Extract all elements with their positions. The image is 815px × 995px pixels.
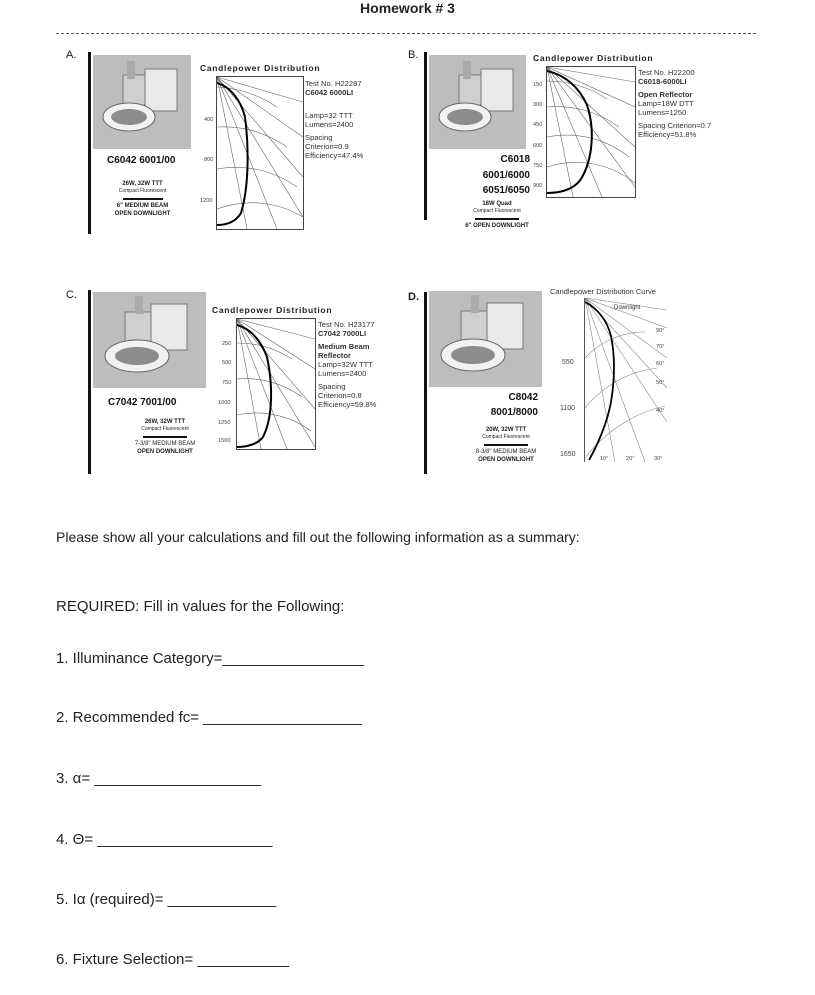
panel-d-tick: 550 — [562, 359, 574, 366]
answer-blank[interactable]: ____________________ — [94, 770, 262, 787]
panel-c-reflector-1: Medium Beam — [318, 341, 370, 351]
downlight-fixture-icon — [93, 292, 206, 388]
question-label: 1. Illuminance Category= — [56, 650, 223, 667]
panel-b-desc3: 6" OPEN DOWNLIGHT — [465, 222, 529, 229]
panel-a-tick: 400 — [204, 117, 214, 123]
panel-a-catalog: C6042 6000LI — [305, 87, 354, 97]
panel-c-tick: 1000 — [218, 400, 231, 406]
panel-d-angle: 20° — [626, 456, 635, 462]
panel-a-desc2: Compact Fluorescent — [118, 188, 167, 195]
panel-c-desc2: Compact Fluorescent — [141, 426, 189, 433]
panel-a-desc4: OPEN DOWNLIGHT — [114, 210, 171, 217]
panel-b-model-1: C6018 — [500, 154, 530, 165]
panel-a-fixture-photo — [93, 55, 191, 149]
panel-d-model-2: 8001/8000 — [490, 407, 538, 418]
panel-d-angle: 60° — [656, 361, 665, 367]
panel-b-desc1: 18W Quad — [482, 201, 512, 207]
panel-a-bar — [88, 52, 91, 234]
instructions-text: Please show all your calculations and fill out the following information as a summary: — [56, 529, 580, 545]
panel-c-tick: 1250 — [218, 420, 231, 426]
downlight-fixture-icon — [429, 55, 526, 149]
panel-c-bar — [88, 290, 91, 474]
panel-a-tick: 800 — [204, 157, 214, 163]
panel-c-tick: 750 — [222, 380, 232, 386]
panel-a-test-no: Test No. H22287 — [305, 79, 362, 88]
panel-d-tick: 1650 — [560, 451, 576, 458]
question-label: 3. α= — [56, 770, 95, 787]
question-recommended-fc — [56, 709, 362, 726]
panel-b-tick: 600 — [533, 143, 543, 149]
panel-c-letter: C. — [66, 289, 77, 301]
panel-b-tick: 900 — [533, 183, 543, 189]
panel-c-catalog: C7042 7000LI — [318, 328, 367, 338]
answer-blank[interactable]: _____________________ — [97, 831, 273, 848]
question-theta — [56, 831, 272, 848]
panel-d-letter: D. — [408, 291, 419, 303]
panel-c-fixture-photo — [93, 292, 206, 388]
panel-d-desc3: 8-3/8" MEDIUM BEAM — [475, 448, 537, 455]
answer-blank[interactable]: ___________ — [197, 951, 290, 968]
panel-b-fixture-photo — [429, 55, 526, 149]
panel-d-desc2: Compact Fluorescent — [482, 434, 530, 441]
panel-d-subtitle: Downlight — [614, 305, 641, 311]
panel-c-desc1: 26W, 32W TTT — [144, 419, 186, 425]
required-heading: REQUIRED: Fill in values for the Following: — [56, 598, 345, 615]
panel-d-desc1: 20W, 32W TTT — [485, 427, 527, 433]
title-divider — [56, 33, 756, 34]
panel-d-angle: 50° — [656, 380, 665, 386]
panel-c-reflector-2: Reflector — [318, 350, 351, 360]
panel-c-criterion: Criterion=0.8 — [318, 390, 362, 400]
panel-d-model-1: C8042 — [508, 392, 538, 403]
panel-c-desc4: OPEN DOWNLIGHT — [137, 448, 193, 455]
panel-b-lumens: Lumens=1250 — [638, 107, 687, 117]
panel-d-angle: 10° — [600, 456, 609, 462]
panel-a-letter: A. — [66, 49, 77, 61]
panel-c-model: C7042 7001/00 — [108, 397, 177, 408]
panel-c-tick: 250 — [222, 341, 232, 347]
panel-c-lamp: Lamp=32W TTT — [318, 359, 373, 369]
panel-c-chart-title: Candlepower Distribution — [212, 305, 333, 315]
panel-d-angle: 30° — [654, 456, 663, 462]
panel-b-tick: 300 — [533, 102, 543, 108]
panel-a-divider — [123, 198, 163, 200]
panel-b-catalog: C6018-6000LI — [638, 76, 687, 86]
panel-b-model-3: 6051/6050 — [482, 185, 530, 196]
panel-b-tick: 450 — [533, 122, 543, 128]
page-title: Homework # 3 — [360, 0, 455, 16]
panel-b-chart-title: Candlepower Distribution — [533, 53, 654, 63]
panel-b-model-2: 6001/6000 — [482, 169, 530, 181]
panel-b-spacing: Spacing Criterion=0.7 — [638, 120, 712, 130]
panel-a-lumens: Lumens=2400 — [305, 119, 354, 129]
question-alpha — [56, 770, 261, 787]
panel-c-candlepower-chart — [236, 318, 316, 450]
panel-d-tick: 1100 — [560, 405, 576, 412]
panel-a-desc3: 6" MEDIUM BEAM — [116, 202, 169, 209]
question-intensity-required — [56, 891, 276, 908]
panel-c-divider — [143, 436, 187, 438]
panel-a-lamp: Lamp=32 TTT — [305, 110, 353, 120]
question-label: 2. Recommended fc= — [56, 709, 204, 726]
panel-a-candlepower-chart — [216, 76, 304, 230]
panel-b-letter: B. — [408, 49, 419, 61]
panel-d-bar — [424, 292, 427, 474]
question-label: 5. Iα (required)= — [56, 891, 168, 908]
panel-a-tick: 1200 — [200, 198, 213, 204]
panel-b-divider — [475, 218, 519, 220]
panel-c-tick: 500 — [222, 360, 232, 366]
panel-b-efficiency: Efficiency=51.8% — [638, 129, 697, 139]
panel-a-desc1: 26W, 32W TTT — [122, 181, 163, 187]
panel-b-reflector: Open Reflector — [638, 89, 693, 99]
panel-c-test-no: Test No. H23177 — [318, 320, 375, 329]
panel-a-spacing: Spacing — [305, 132, 333, 142]
panel-d-candlepower-chart — [584, 298, 667, 462]
panel-b-bar — [424, 52, 427, 220]
panel-d-fixture-photo — [429, 291, 542, 387]
answer-blank[interactable]: _____________ — [167, 891, 277, 908]
panel-d-angle: 70° — [656, 344, 665, 350]
panel-d-divider — [484, 444, 528, 446]
question-label: 6. Fixture Selection= — [56, 951, 198, 968]
panel-d-desc4: OPEN DOWNLIGHT — [478, 456, 534, 463]
panel-d-chart-title: Candlepower Distribution Curve — [550, 287, 656, 296]
question-label: 4. Θ= — [56, 831, 98, 848]
downlight-fixture-icon — [429, 291, 542, 387]
panel-b-tick: 750 — [533, 163, 543, 169]
answer-blank[interactable]: _________________ — [222, 650, 365, 667]
panel-d-angle: 40° — [656, 408, 665, 414]
panel-a-criterion: Criterion=0.9 — [305, 141, 349, 151]
panel-d-angle: 90° — [656, 328, 665, 334]
panel-b-candlepower-chart — [546, 66, 636, 198]
panel-b-desc2: Compact Fluorescent — [473, 208, 521, 215]
panel-c-desc3: 7-3/8" MEDIUM BEAM — [134, 440, 196, 447]
panel-c-tick: 1500 — [218, 438, 231, 444]
panel-a-model: C6042 6001/00 — [107, 155, 176, 166]
question-fixture-selection — [56, 951, 289, 968]
answer-blank[interactable]: ___________________ — [203, 709, 362, 726]
panel-c-efficiency: Efficiency=59.8% — [318, 399, 377, 409]
panel-b-test-no: Test No. H22200 — [638, 68, 695, 77]
downlight-fixture-icon — [93, 55, 191, 149]
panel-b-lamp: Lamp=18W DTT — [638, 98, 694, 108]
panel-a-efficiency: Efficiency=47.4% — [305, 150, 364, 160]
question-illuminance-category — [56, 650, 364, 667]
panel-c-spacing: Spacing — [318, 381, 346, 391]
panel-c-lumens: Lumens=2400 — [318, 368, 367, 378]
panel-a-chart-title: Candlepower Distribution — [200, 63, 321, 73]
panel-b-tick: 150 — [533, 82, 543, 88]
